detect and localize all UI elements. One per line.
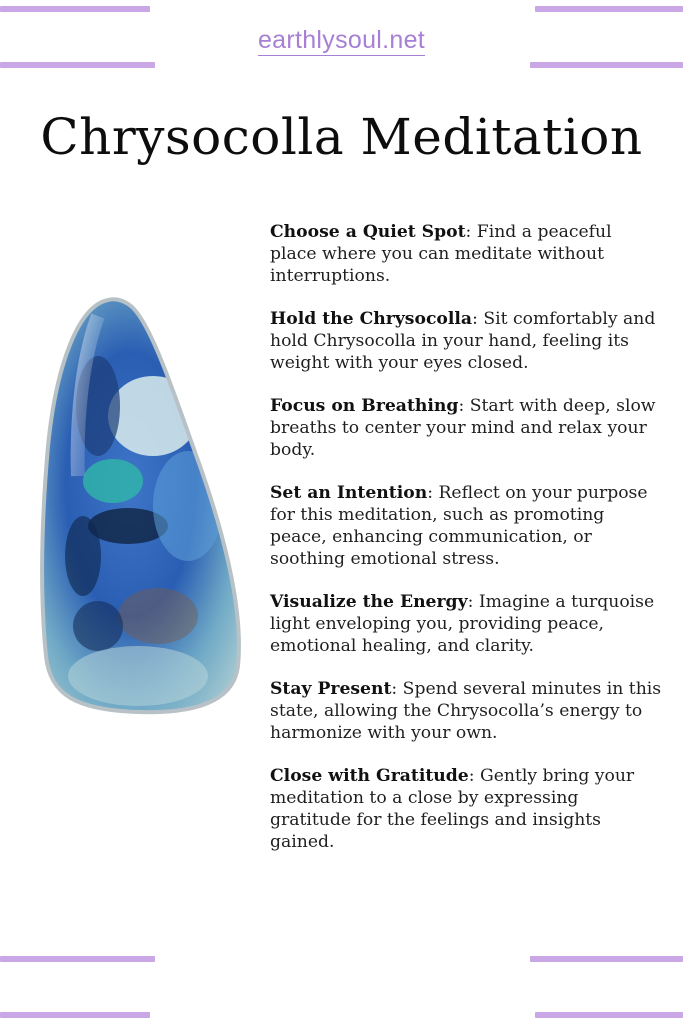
step-text: : Gently bring your meditation to a close by expressing gratitude for the feelings and insights gained. [270,766,635,852]
step-item [270,221,662,287]
chrysocolla-stone-image [38,296,244,716]
step-text: : Start with deep, slow breaths to center your mind and relax your body. [270,396,656,460]
step-text: : Imagine a turquoise light enveloping you, providing peace, emotional healing, and clarity. [270,592,655,656]
decor-bar-bottom-right-2 [535,1012,683,1018]
step-item [270,395,662,461]
decor-bar-bottom-left-1 [0,956,155,962]
step-item [270,591,662,657]
decor-bar-top-right-2 [530,62,683,68]
decor-bar-top-left-2 [0,62,155,68]
step-text: : Spend several minutes in this state, allowing the Chrysocolla’s energy to harmonize with your own. [270,679,662,743]
step-item [270,765,662,853]
step-item [270,308,662,374]
decor-bar-bottom-right-1 [530,956,683,962]
decor-bar-top-right-1 [535,6,683,12]
step-item [270,678,662,744]
step-label: Stay Present [270,679,392,699]
site-logo[interactable] [0,26,683,55]
page-title: Chrysocolla Meditation [40,108,643,166]
step-text: : Reflect on your purpose for this meditation, such as promoting peace, enhancing communication, or soothing emotional stress. [270,483,648,569]
meditation-steps [270,221,662,874]
decor-bar-top-left-1 [0,6,150,12]
step-text: : Find a peaceful place where you can meditate without interruptions. [270,222,612,286]
step-label: Focus on Breathing [270,396,459,416]
step-label: Set an Intention [270,483,428,503]
decor-bar-bottom-left-2 [0,1012,150,1018]
step-label: Hold the Chrysocolla [270,309,473,329]
step-label: Close with Gratitude [270,766,469,786]
step-item [270,482,662,570]
logo-text[interactable]: earthlysoul.net [257,26,426,54]
step-label: Choose a Quiet Spot [270,222,466,242]
step-label: Visualize the Energy [270,592,468,612]
step-text: : Sit comfortably and hold Chrysocolla in your hand, feeling its weight with your eyes closed. [270,309,656,373]
